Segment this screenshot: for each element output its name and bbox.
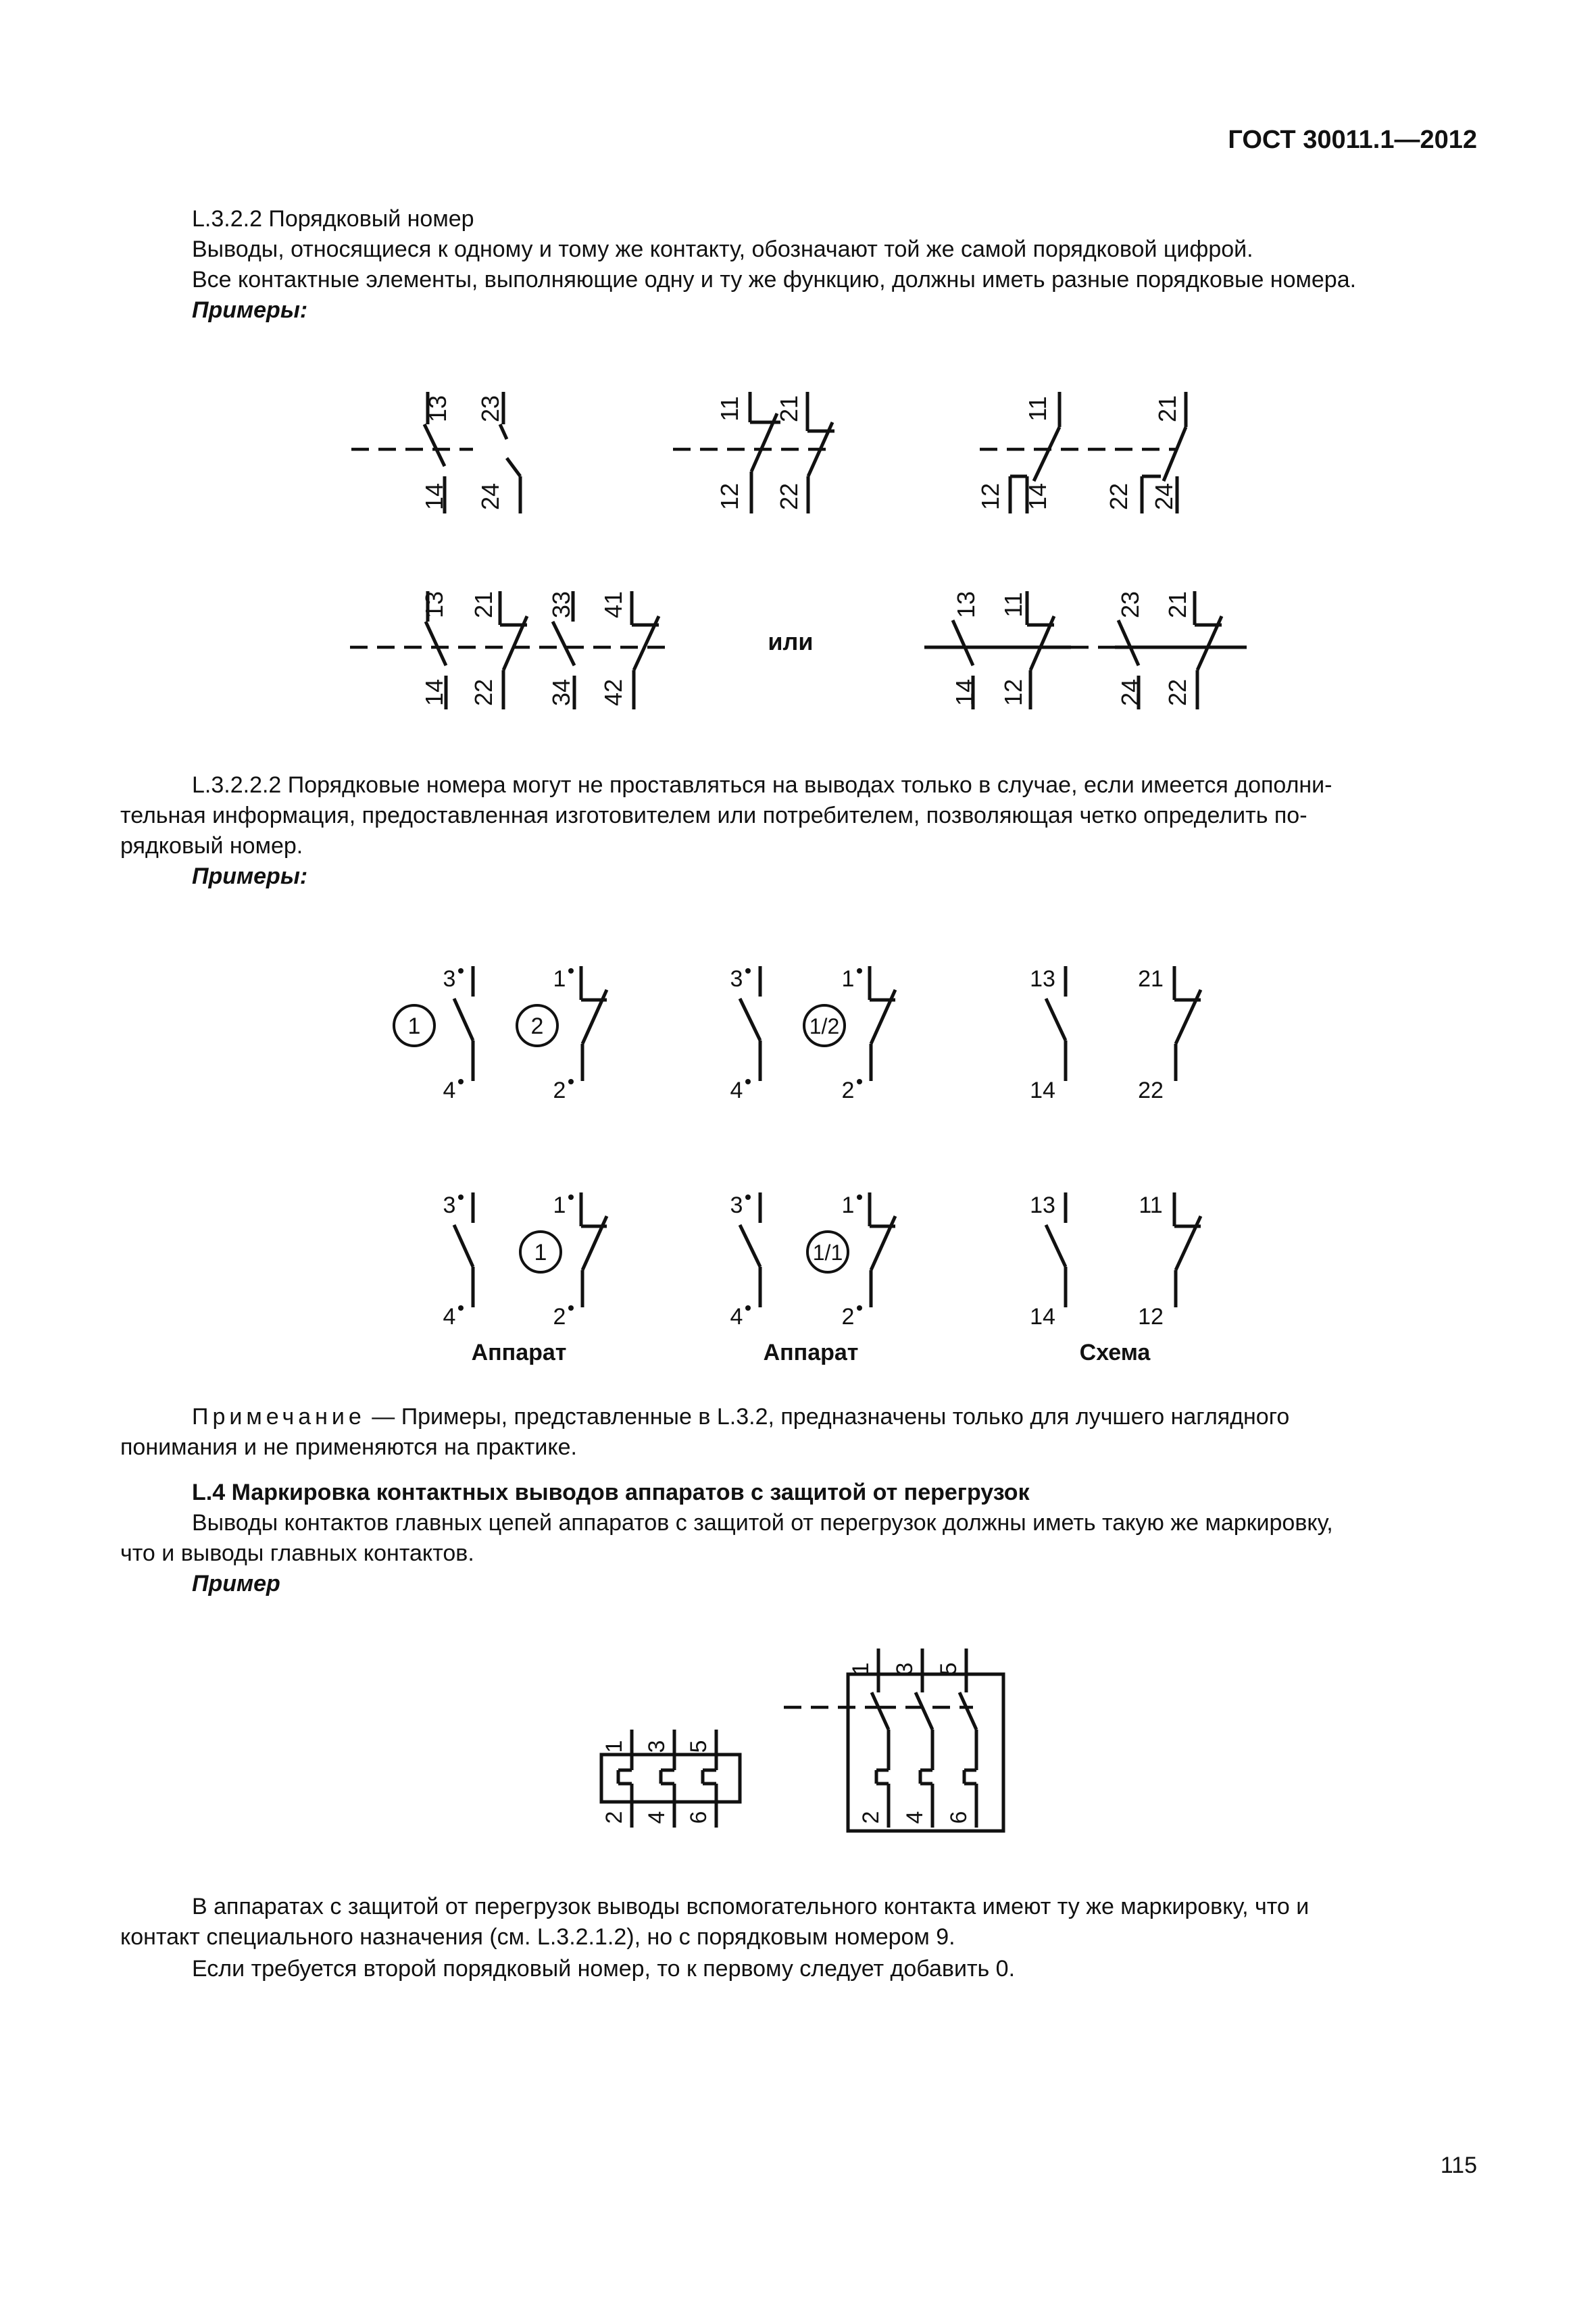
terminal-label: 21 [1153, 395, 1181, 423]
sequence-number-circle: 1/1 [812, 1240, 843, 1265]
examples-label: Примеры: [192, 863, 308, 889]
terminal-label: 12 [716, 482, 743, 511]
terminal-label: 3 [443, 966, 456, 992]
sequence-number-circle: 2 [530, 1013, 544, 1039]
terminal-label: 14 [951, 678, 978, 707]
terminal-label: 3 [730, 1192, 743, 1218]
terminal-label: 6 [686, 1811, 712, 1824]
terminal-label: 4 [443, 1078, 456, 1103]
terminal-label: 1 [841, 966, 855, 992]
example-label: Пример [192, 1571, 280, 1596]
terminal-label: 22 [470, 678, 497, 707]
terminal-label: 4 [902, 1811, 928, 1824]
terminal-label: 21 [775, 395, 803, 423]
terminal-label: 1 [553, 1192, 566, 1218]
note-line: понимания и не применяются на практике. [120, 1434, 577, 1460]
paragraph-line: Все контактные элементы, выполняющие одну и ту же функцию, должны иметь разные порядковые номера. [192, 267, 1357, 293]
terminal-label: 13 [952, 590, 980, 619]
terminal-label: 5 [686, 1740, 712, 1753]
paragraph-line: Выводы, относящиеся к одному и тому же контакту, обозначают той же самой порядковой цифрой. [192, 236, 1253, 262]
terminal-label: 12 [1138, 1304, 1164, 1330]
note-label: Примечание [192, 1404, 366, 1430]
terminal-label: 24 [476, 482, 504, 511]
terminal-label: 2 [553, 1078, 566, 1103]
figure-caption: Аппарат [763, 1340, 859, 1365]
terminal-label: 22 [1138, 1078, 1164, 1103]
terminal-label: 14 [1030, 1304, 1055, 1330]
figure-caption: Аппарат [471, 1340, 567, 1365]
terminal-label: 11 [1139, 1192, 1163, 1218]
sequence-number-circle: 1 [407, 1013, 421, 1039]
terminal-label: 33 [547, 590, 575, 619]
contactor-with-overload-symbol [784, 1649, 1003, 1831]
paragraph-line: Если требуется второй порядковый номер, то к первому следует добавить 0. [192, 1956, 1016, 1982]
sequence-number-circle: 1/2 [809, 1014, 840, 1038]
or-label: или [768, 628, 814, 655]
page-number: 115 [1440, 2153, 1477, 2178]
terminal-label: 4 [730, 1304, 743, 1330]
examples-label: Примеры: [192, 297, 308, 323]
paragraph-line: рядковый номер. [120, 833, 303, 859]
terminal-label: 14 [1030, 1078, 1055, 1103]
terminal-label: 2 [858, 1811, 884, 1824]
terminal-label: 13 [424, 395, 451, 423]
terminal-label: 4 [730, 1078, 743, 1103]
terminal-label: 21 [1164, 590, 1191, 619]
terminal-label: 21 [1138, 966, 1164, 992]
terminal-label: 2 [841, 1304, 855, 1330]
overload-relay-symbol [601, 1730, 740, 1828]
terminal-label: 41 [599, 590, 627, 619]
paragraph-line: что и выводы главных контактов. [120, 1540, 474, 1566]
terminal-label: 3 [443, 1192, 456, 1218]
terminal-label: 2 [841, 1078, 855, 1103]
terminal-label: 22 [1164, 678, 1191, 707]
paragraph-line: контакт специального назначения (см. L.3.2.1.2), но с порядковым номером 9. [120, 1924, 955, 1950]
paragraph-line: Выводы контактов главных цепей аппаратов с защитой от перегрузок должны иметь такую же маркировку, [192, 1510, 1333, 1536]
terminal-label: 2 [553, 1304, 566, 1330]
terminal-label: 1 [553, 966, 566, 992]
paragraph-line: В аппаратах с защитой от перегрузок выводы вспомогательного контакта имеют ту же маркировку, что и [192, 1894, 1310, 1919]
standard-header: ГОСТ 30011.1—2012 [1228, 126, 1477, 154]
terminal-label: 3 [730, 966, 743, 992]
terminal-label: 14 [420, 482, 448, 511]
terminal-label: 11 [716, 396, 743, 422]
terminal-label: 11 [1024, 396, 1051, 422]
terminal-label: 2 [601, 1811, 627, 1824]
terminal-label: 4 [443, 1304, 456, 1330]
sequence-number-circle: 1 [534, 1240, 547, 1265]
terminal-label: 22 [775, 482, 803, 511]
terminal-label: 1 [848, 1662, 874, 1676]
terminal-label: 22 [1105, 482, 1132, 511]
terminal-label: 23 [476, 395, 504, 423]
figure-caption: Схема [1079, 1340, 1151, 1365]
terminal-label: 14 [420, 678, 448, 707]
section-heading-L3222: L.3.2.2 Порядковый номер [192, 206, 474, 232]
paragraph-line: тельная информация, предоставленная изготовителем или потребителем, позволяющая четко определить по- [120, 803, 1307, 828]
terminal-label: 42 [599, 678, 627, 707]
terminal-label: 11 [999, 592, 1027, 618]
terminal-label: 13 [1030, 1192, 1055, 1218]
terminal-label: 12 [999, 678, 1027, 707]
terminal-label: 4 [644, 1811, 670, 1824]
terminal-label: 14 [1024, 482, 1051, 511]
terminal-label: 6 [946, 1811, 972, 1824]
terminal-label: 34 [547, 678, 575, 707]
terminal-label: 3 [644, 1740, 670, 1753]
terminal-label: 1 [841, 1192, 855, 1218]
terminal-label: 13 [420, 590, 448, 619]
terminal-label: 12 [976, 482, 1004, 511]
terminal-label: 21 [470, 590, 497, 619]
terminal-label: 3 [892, 1662, 918, 1676]
paragraph-line: L.3.2.2.2 Порядковые номера могут не проставляться на выводах только в случае, если имеется дополни- [192, 772, 1332, 798]
terminal-label: 1 [601, 1740, 627, 1753]
terminal-label: 24 [1116, 678, 1144, 707]
note-text: — Примеры, представленные в L.3.2, предназначены только для лучшего наглядного [365, 1404, 1290, 1430]
terminal-label: 24 [1150, 482, 1178, 511]
terminal-label: 13 [1030, 966, 1055, 992]
terminal-label: 23 [1116, 590, 1144, 619]
section-heading-L4: L.4 Маркировка контактных выводов аппаратов с защитой от перегрузок [192, 1480, 1030, 1505]
terminal-label: 5 [936, 1662, 962, 1676]
